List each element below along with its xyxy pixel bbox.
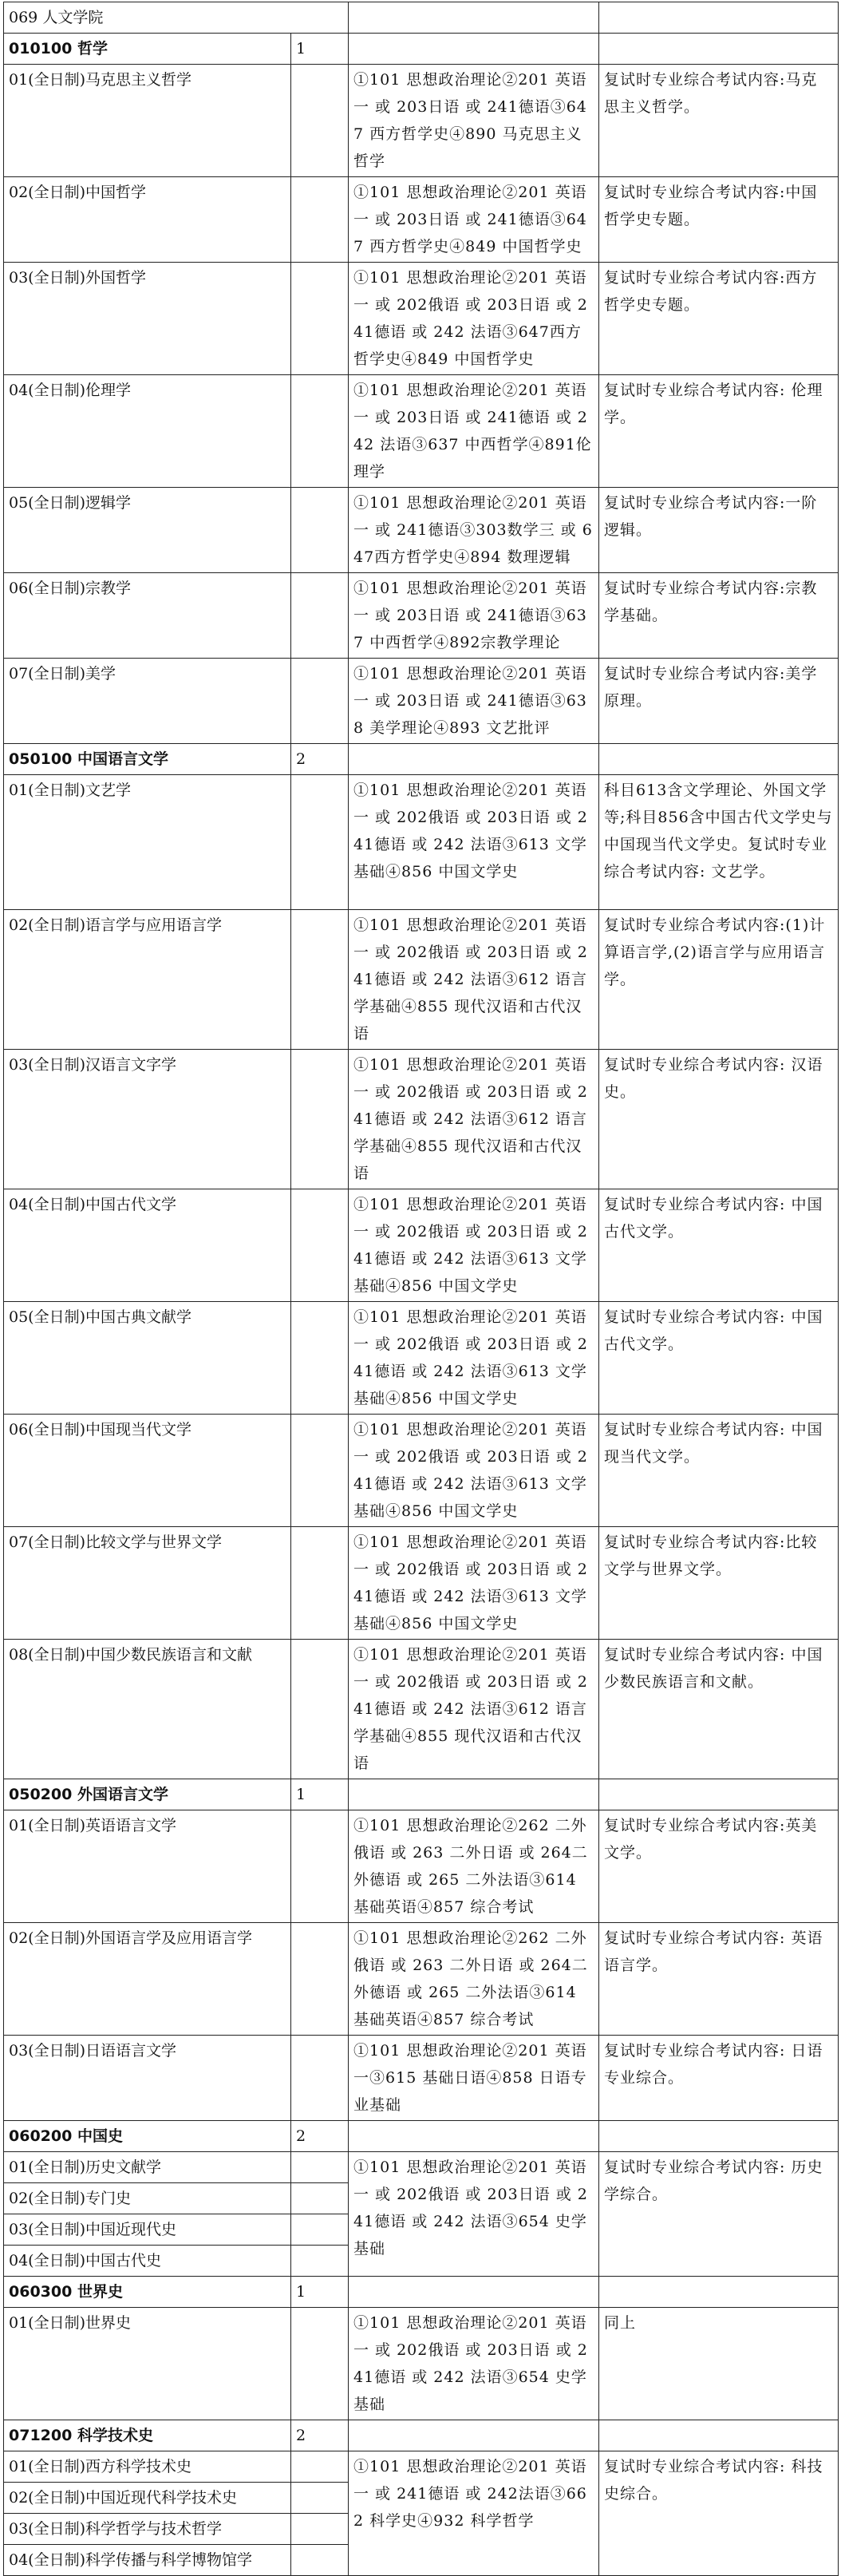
school-row	[4, 2, 839, 34]
major-name: 03(全日制)中国近现代史	[4, 2214, 291, 2246]
empty-cell	[599, 2, 839, 34]
discipline-count: 1	[291, 34, 349, 65]
exam-subjects: ①101 思想政治理论②201 英语一 或 202俄语 或 203日语 或 241德语 或 242 法语③612 语言学基础④855 现代汉语和古代汉语	[349, 910, 599, 1050]
major-name: 04(全日制)中国古代史	[4, 2246, 291, 2277]
empty-cell	[291, 2246, 349, 2277]
major-name: 06(全日制)中国现当代文学	[4, 1415, 291, 1527]
major-name: 04(全日制)伦理学	[4, 375, 291, 488]
empty-cell	[291, 2451, 349, 2483]
empty-cell	[599, 1779, 839, 1810]
major-name: 03(全日制)汉语言文字学	[4, 1050, 291, 1189]
exam-subjects: ①101 思想政治理论②201 英语一 或 202俄语 或 203日语 或 241德语 或 242 法语③613 文学基础④856 中国文学史	[349, 1527, 599, 1640]
remarks: 复试时专业综合考试内容:西方哲学史专题。	[599, 263, 839, 375]
major-name: 03(全日制)日语语言文学	[4, 2036, 291, 2121]
empty-cell	[349, 2, 599, 34]
discipline-title: 050100 中国语言文学	[4, 744, 291, 775]
major-name: 02(全日制)语言学与应用语言学	[4, 910, 291, 1050]
major-row	[4, 1189, 839, 1302]
exam-subjects: ①101 思想政治理论②201 英语一 或 202俄语 或 203日语 或 241德语 或 242 法语③613 文学基础④856 中国文学史	[349, 775, 599, 910]
empty-cell	[291, 1415, 349, 1527]
admissions-table	[3, 2, 839, 2576]
empty-cell	[349, 34, 599, 65]
major-row	[4, 2308, 839, 2420]
empty-cell	[599, 2121, 839, 2152]
exam-subjects: ①101 思想政治理论②201 英语一 或 202俄语 或 203日语 或 241德语 或 242 法语③654 史学基础	[349, 2308, 599, 2420]
discipline-count: 1	[291, 2277, 349, 2308]
major-row	[4, 1923, 839, 2036]
empty-cell	[291, 573, 349, 659]
empty-cell	[291, 2514, 349, 2545]
major-name: 06(全日制)宗教学	[4, 573, 291, 659]
exam-subjects: ①101 思想政治理论②201 英语一 或 202俄语 或 203日语 或 241德语 或 242 法语③654 史学基础	[349, 2152, 599, 2277]
remarks: 复试时专业综合考试内容:英美文学。	[599, 1810, 839, 1923]
major-row	[4, 375, 839, 488]
remarks: 复试时专业综合考试内容: 科技史综合。	[599, 2451, 839, 2576]
exam-subjects: ①101 思想政治理论②262 二外俄语 或 263 二外日语 或 264二外德语 或 265 二外法语③614 基础英语④857 综合考试	[349, 1810, 599, 1923]
major-name: 05(全日制)中国古典文献学	[4, 1302, 291, 1415]
discipline-title: 071200 科学技术史	[4, 2420, 291, 2451]
exam-subjects: ①101 思想政治理论②201 英语一 或 202俄语 或 203日语 或 241德语 或 242 法语③612 语言学基础④855 现代汉语和古代汉语	[349, 1050, 599, 1189]
discipline-count: 1	[291, 1779, 349, 1810]
major-name: 05(全日制)逻辑学	[4, 488, 291, 573]
major-name: 01(全日制)文艺学	[4, 775, 291, 910]
empty-cell	[291, 1189, 349, 1302]
remarks: 复试时专业综合考试内容:(1)计算语言学,(2)语言学与应用语言学。	[599, 910, 839, 1050]
remarks: 复试时专业综合考试内容: 英语语言学。	[599, 1923, 839, 2036]
empty-cell	[291, 488, 349, 573]
major-row	[4, 1050, 839, 1189]
major-name: 02(全日制)中国哲学	[4, 177, 291, 263]
empty-cell	[291, 1527, 349, 1640]
discipline-title: 060300 世界史	[4, 2277, 291, 2308]
major-row	[4, 775, 839, 910]
empty-cell	[349, 2121, 599, 2152]
empty-cell	[291, 263, 349, 375]
major-row	[4, 573, 839, 659]
exam-subjects: ①101 思想政治理论②201 英语一 或 202俄语 或 203日语 或 241德语 或 242 法语③613 文学基础④856 中国文学史	[349, 1415, 599, 1527]
empty-cell	[599, 2277, 839, 2308]
discipline-count: 2	[291, 2420, 349, 2451]
remarks: 复试时专业综合考试内容: 中国现当代文学。	[599, 1415, 839, 1527]
exam-subjects: ①101 思想政治理论②201 英语一 或 203日语 或 241德语 或 242 法语③637 中西哲学④891伦理学	[349, 375, 599, 488]
discipline-title: 010100 哲学	[4, 34, 291, 65]
empty-cell	[599, 34, 839, 65]
empty-cell	[291, 910, 349, 1050]
remarks: 复试时专业综合考试内容:美学原理。	[599, 659, 839, 744]
major-row	[4, 1415, 839, 1527]
major-name: 02(全日制)专门史	[4, 2183, 291, 2214]
discipline-row	[4, 2277, 839, 2308]
major-name: 02(全日制)外国语言学及应用语言学	[4, 1923, 291, 2036]
remarks: 复试时专业综合考试内容:宗教学基础。	[599, 573, 839, 659]
major-name: 04(全日制)中国古代文学	[4, 1189, 291, 1302]
remarks: 复试时专业综合考试内容:一阶逻辑。	[599, 488, 839, 573]
discipline-count: 2	[291, 2121, 349, 2152]
discipline-row	[4, 744, 839, 775]
discipline-count: 2	[291, 744, 349, 775]
empty-cell	[349, 744, 599, 775]
empty-cell	[291, 1923, 349, 2036]
discipline-row	[4, 2121, 839, 2152]
major-name: 03(全日制)科学哲学与技术哲学	[4, 2514, 291, 2545]
discipline-row	[4, 1779, 839, 1810]
remarks: 复试时专业综合考试内容: 中国古代文学。	[599, 1302, 839, 1415]
empty-cell	[291, 775, 349, 910]
major-row	[4, 263, 839, 375]
remarks: 复试时专业综合考试内容: 历史学综合。	[599, 2152, 839, 2277]
major-name: 03(全日制)外国哲学	[4, 263, 291, 375]
major-row	[4, 177, 839, 263]
major-row	[4, 910, 839, 1050]
remarks: 复试时专业综合考试内容: 汉语史。	[599, 1050, 839, 1189]
empty-cell	[291, 65, 349, 177]
remarks: 复试时专业综合考试内容:马克思主义哲学。	[599, 65, 839, 177]
discipline-title: 050200 外国语言文学	[4, 1779, 291, 1810]
exam-subjects: ①101 思想政治理论②201 英语一 或 203日语 或 241德语③638 美学理论④893 文艺批评	[349, 659, 599, 744]
major-name: 01(全日制)英语语言文学	[4, 1810, 291, 1923]
exam-subjects: ①101 思想政治理论②201 英语一 或 202俄语 或 203日语 或 241德语 或 242 法语③612 语言学基础④855 现代汉语和古代汉语	[349, 1640, 599, 1779]
empty-cell	[291, 2214, 349, 2246]
empty-cell	[291, 2036, 349, 2121]
exam-subjects: ①101 思想政治理论②201 英语一 或 202俄语 或 203日语 或 241德语 或 242 法语③647西方哲学史④849 中国哲学史	[349, 263, 599, 375]
major-name: 01(全日制)世界史	[4, 2308, 291, 2420]
empty-cell	[291, 1810, 349, 1923]
empty-cell	[291, 1302, 349, 1415]
remarks: 复试时专业综合考试内容: 日语专业综合。	[599, 2036, 839, 2121]
major-name: 01(全日制)历史文献学	[4, 2152, 291, 2183]
exam-subjects: ①101 思想政治理论②201 英语一 或 203日语 或 241德语③647 西方哲学史④849 中国哲学史	[349, 177, 599, 263]
empty-cell	[349, 2277, 599, 2308]
major-row	[4, 1640, 839, 1779]
major-name: 01(全日制)西方科学技术史	[4, 2451, 291, 2483]
remarks: 科目613含文学理论、外国文学等;科目856含中国古代文学史与中国现当代文学史。复试时专业综合考试内容: 文艺学。	[599, 775, 839, 910]
empty-cell	[349, 2420, 599, 2451]
empty-cell	[291, 1050, 349, 1189]
exam-subjects: ①101 思想政治理论②201 英语一 或 202俄语 或 203日语 或 241德语 或 242 法语③613 文学基础④856 中国文学史	[349, 1189, 599, 1302]
exam-subjects: ①101 思想政治理论②201 英语一 或 202俄语 或 203日语 或 241德语 或 242 法语③613 文学基础④856 中国文学史	[349, 1302, 599, 1415]
empty-cell	[291, 177, 349, 263]
empty-cell	[291, 1640, 349, 1779]
major-row	[4, 1302, 839, 1415]
major-row	[4, 659, 839, 744]
school-code: 069	[9, 9, 38, 26]
remarks: 复试时专业综合考试内容:中国哲学史专题。	[599, 177, 839, 263]
empty-cell	[291, 2183, 349, 2214]
empty-cell	[349, 1779, 599, 1810]
major-row	[4, 2451, 839, 2483]
major-name: 07(全日制)美学	[4, 659, 291, 744]
discipline-title: 060200 中国史	[4, 2121, 291, 2152]
empty-cell	[291, 659, 349, 744]
exam-subjects: ①101 思想政治理论②201 英语一 或 241德语 或 242法语③662 科学史④932 科学哲学	[349, 2451, 599, 2576]
empty-cell	[291, 2483, 349, 2514]
empty-cell	[599, 2420, 839, 2451]
exam-subjects: ①101 思想政治理论②262 二外俄语 或 263 二外日语 或 264二外德语 或 265 二外法语③614 基础英语④857 综合考试	[349, 1923, 599, 2036]
exam-subjects: ①101 思想政治理论②201 英语一 或 241德语③303数学三 或 647西方哲学史④894 数理逻辑	[349, 488, 599, 573]
major-row	[4, 1810, 839, 1923]
major-name: 07(全日制)比较文学与世界文学	[4, 1527, 291, 1640]
major-row	[4, 65, 839, 177]
remarks: 复试时专业综合考试内容: 伦理学。	[599, 375, 839, 488]
exam-subjects: ①101 思想政治理论②201 英语一 或 203日语 或 241德语③647 西方哲学史④890 马克思主义哲学	[349, 65, 599, 177]
major-row	[4, 2036, 839, 2121]
discipline-row	[4, 34, 839, 65]
empty-cell	[291, 2152, 349, 2183]
major-name: 01(全日制)马克思主义哲学	[4, 65, 291, 177]
major-name: 08(全日制)中国少数民族语言和文献	[4, 1640, 291, 1779]
exam-subjects: ①101 思想政治理论②201 英语一③615 基础日语④858 日语专业基础	[349, 2036, 599, 2121]
major-name: 04(全日制)科学传播与科学博物馆学	[4, 2545, 291, 2576]
remarks: 复试时专业综合考试内容:比较文学与世界文学。	[599, 1527, 839, 1640]
empty-cell	[291, 2308, 349, 2420]
empty-cell	[291, 375, 349, 488]
major-row	[4, 1527, 839, 1640]
remarks: 复试时专业综合考试内容: 中国少数民族语言和文献。	[599, 1640, 839, 1779]
major-row	[4, 2152, 839, 2183]
empty-cell	[599, 744, 839, 775]
remarks: 复试时专业综合考试内容: 中国古代文学。	[599, 1189, 839, 1302]
discipline-row	[4, 2420, 839, 2451]
major-name: 02(全日制)中国近现代科学技术史	[4, 2483, 291, 2514]
school-title	[4, 2, 349, 34]
remarks: 同上	[599, 2308, 839, 2420]
school-name: 人文学院	[42, 9, 104, 26]
major-row	[4, 488, 839, 573]
exam-subjects: ①101 思想政治理论②201 英语一 或 203日语 或 241德语③637 中西哲学④892宗教学理论	[349, 573, 599, 659]
empty-cell	[291, 2545, 349, 2576]
